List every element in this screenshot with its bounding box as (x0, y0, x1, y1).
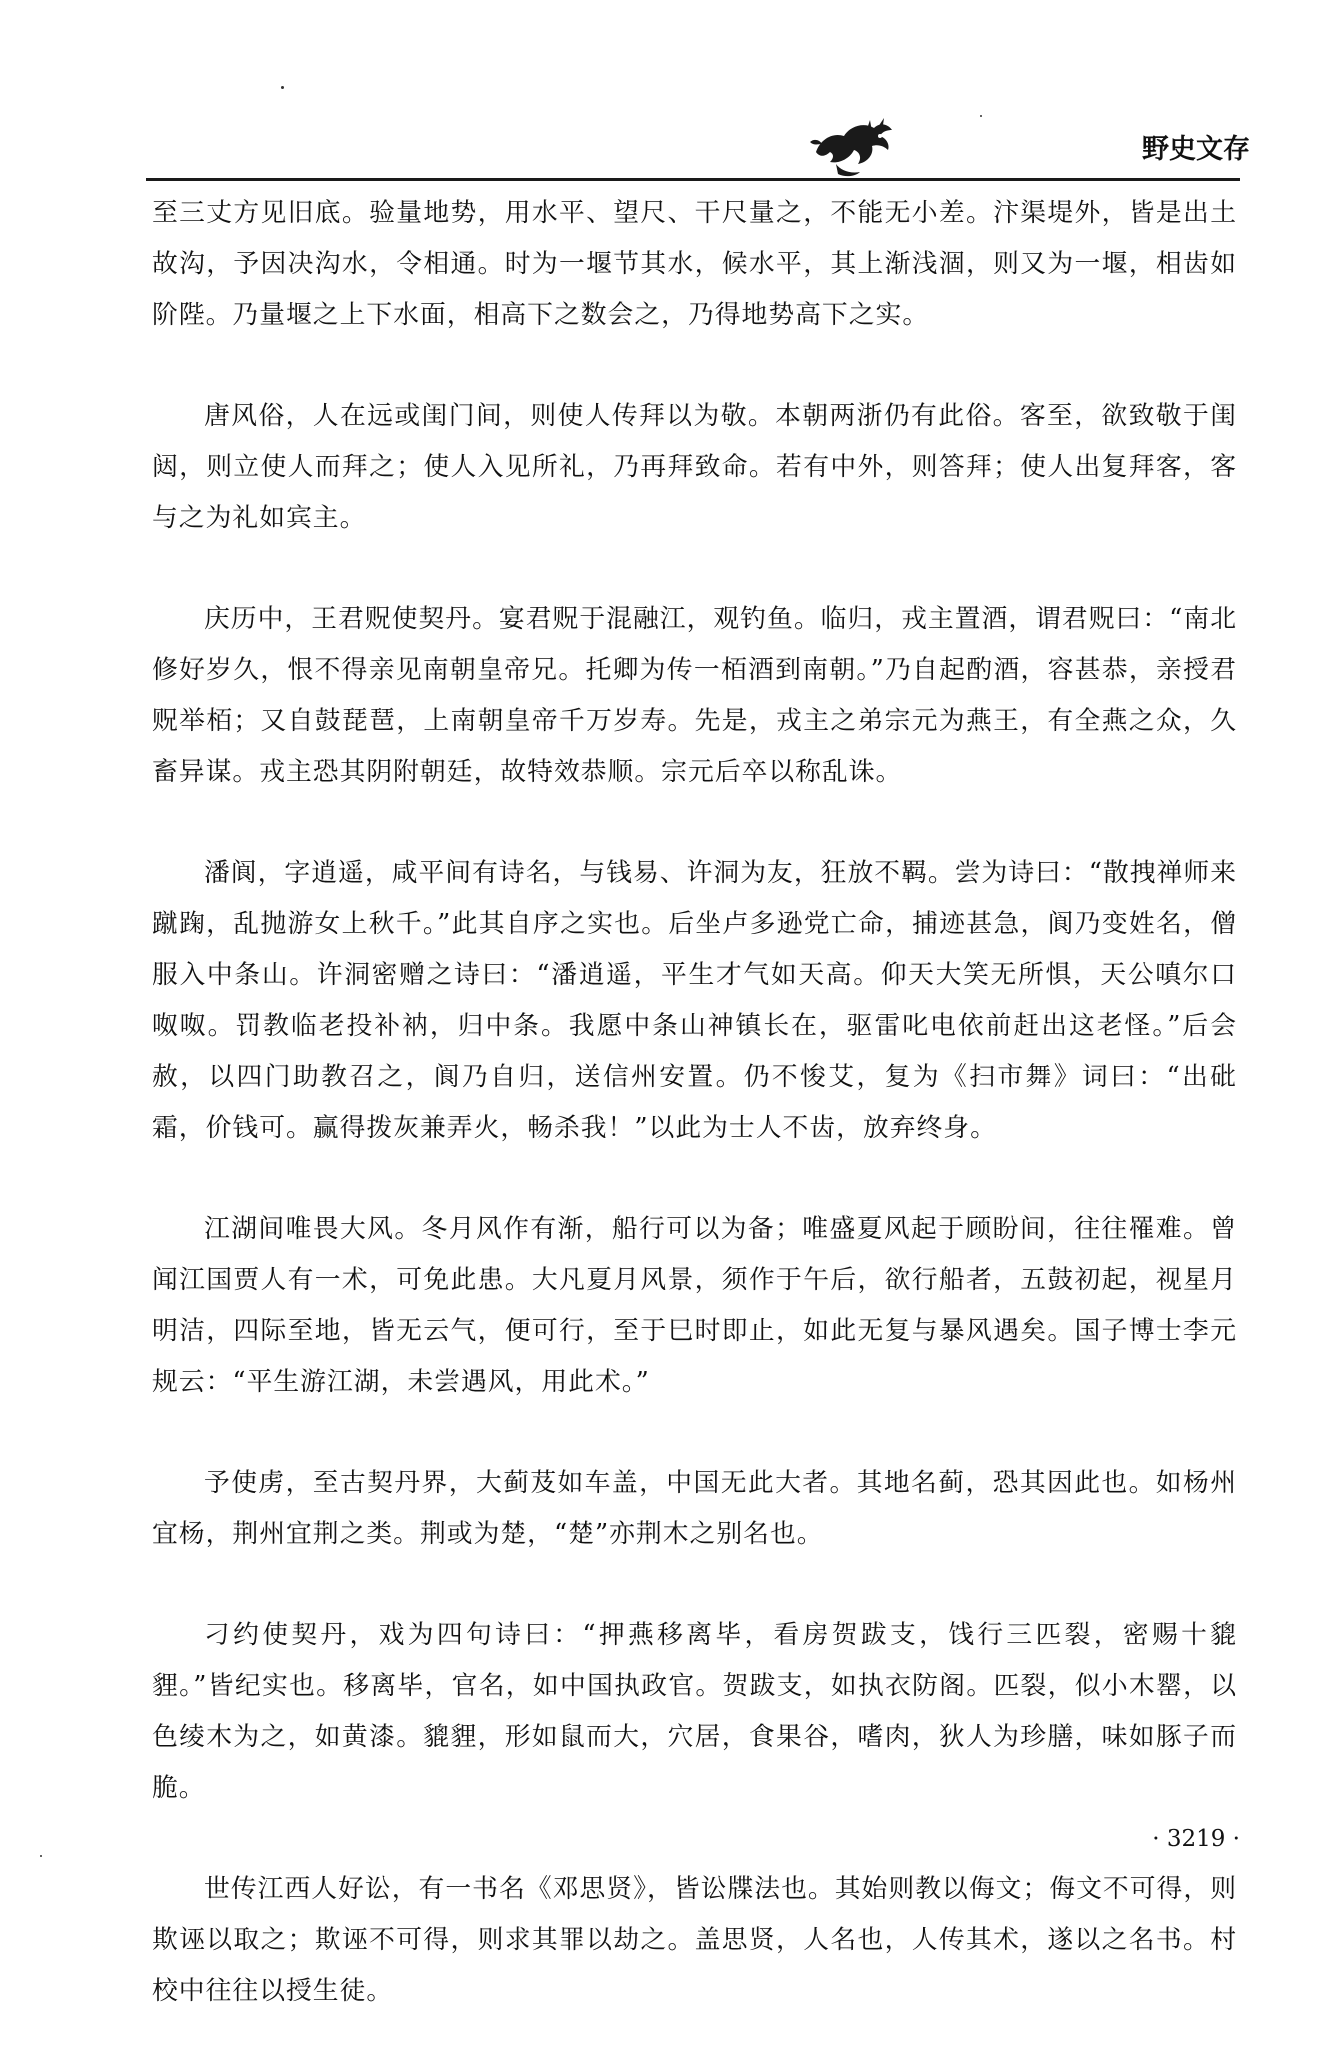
body-text (152, 188, 1237, 2067)
paragraph: 至三丈方见旧底。验量地势，用水平、望尺、干尺量之，不能无小差。汴渠堤外，皆是出土故沟，予因决沟水，令相通。时为一堰节其水，候水平，其上渐浅涸，则又为一堰，相齿如阶陛。乃量堰之上下水面，相高下之数会之，乃得地势高下之实。 (152, 198, 1237, 330)
paragraph: 世传江西人好讼，有一书名《邓思贤》，皆讼牒法也。其始则教以侮文；侮文不可得，则欺诬以取之；欺诬不可得，则求其罪以劫之。盖思贤，人名也，人传其术，遂以之名书。村校中往往以授生徒。 (152, 1874, 1237, 2006)
paragraph: 江湖间唯畏大风。冬月风作有渐，船行可以为备；唯盛夏风起于顾盼间，往往罹难。曾闻江国贾人有一术，可免此患。大凡夏月风景，须作于午后，欲行船者，五鼓初起，视星月明洁，四际至地，皆无云气，便可行，至于巳时即止，如此无复与暴风遇矣。国子博士李元规云：“平生游江湖，未尝遇风，用此术。” (152, 1214, 1237, 1397)
paragraph: 予使虏，至古契丹界，大蓟芨如车盖，中国无此大者。其地名蓟，恐其因此也。如杨州宜杨，荆州宜荆之类。荆或为楚，“楚”亦荆木之别名也。 (152, 1468, 1237, 1549)
header-rule (146, 178, 1240, 181)
page-number: · 3219 · (1152, 1826, 1240, 1852)
scan-speck (281, 86, 284, 89)
paragraph: 唐风俗，人在远或闺门间，则使人传拜以为敬。本朝两浙仍有此俗。客至，欲致敬于闺闼，则立使人而拜之；使人入见所礼，乃再拜致命。若有中外，则答拜；使人出复拜客，客与之为礼如宾主。 (152, 401, 1237, 533)
paragraph: 刁约使契丹，戏为四句诗曰：“押燕移离毕，看房贺跋支，饯行三匹裂，密赐十貔貍。”皆纪实也。移离毕，官名，如中国执政官。贺跋支，如执衣防阁。匹裂，似小木罂，以色绫木为之，如黄漆。貔貍，形如鼠而大，穴居，食果谷，嗜肉，狄人为珍膳，味如豚子而脆。 (152, 1620, 1237, 1803)
dragon-emblem-icon (806, 112, 896, 178)
scan-speck (980, 115, 982, 117)
running-header-title: 野史文存 (1142, 134, 1250, 165)
scan-speck (40, 1855, 42, 1857)
paragraph: 庆历中，王君贶使契丹。宴君贶于混融江，观钓鱼。临归，戎主置酒，谓君贶曰：“南北修好岁久，恨不得亲见南朝皇帝兄。托卿为传一栢酒到南朝。”乃自起酌酒，容甚恭，亲授君贶举栢；又自鼓琵琶，上南朝皇帝千万岁寿。先是，戎主之弟宗元为燕王，有全燕之众，久畜异谋。戎主恐其阴附朝廷，故特效恭顺。宗元后卒以称乱诛。 (152, 604, 1237, 787)
paragraph: 潘阆，字逍遥，咸平间有诗名，与钱易、许洞为友，狂放不羁。尝为诗曰：“散拽禅师来蹴踘，乱抛游女上秋千。”此其自序之实也。后坐卢多逊党亡命，捕迹甚急，阆乃变姓名，僧服入中条山。许洞密赠之诗曰：“潘逍遥，平生才气如天高。仰天大笑无所惧，天公嗔尔口呶呶。罚教临老投补衲，归中条。我愿中条山神镇长在，驱雷叱电依前赶出这老怪。”后会赦，以四门助教召之，阆乃自归，送信州安置。仍不悛艾，复为《扫市舞》词曰：“出砒霜，价钱可。赢得拨灰兼弄火，畅杀我！”以此为士人不齿，放弃终身。 (152, 858, 1237, 1143)
